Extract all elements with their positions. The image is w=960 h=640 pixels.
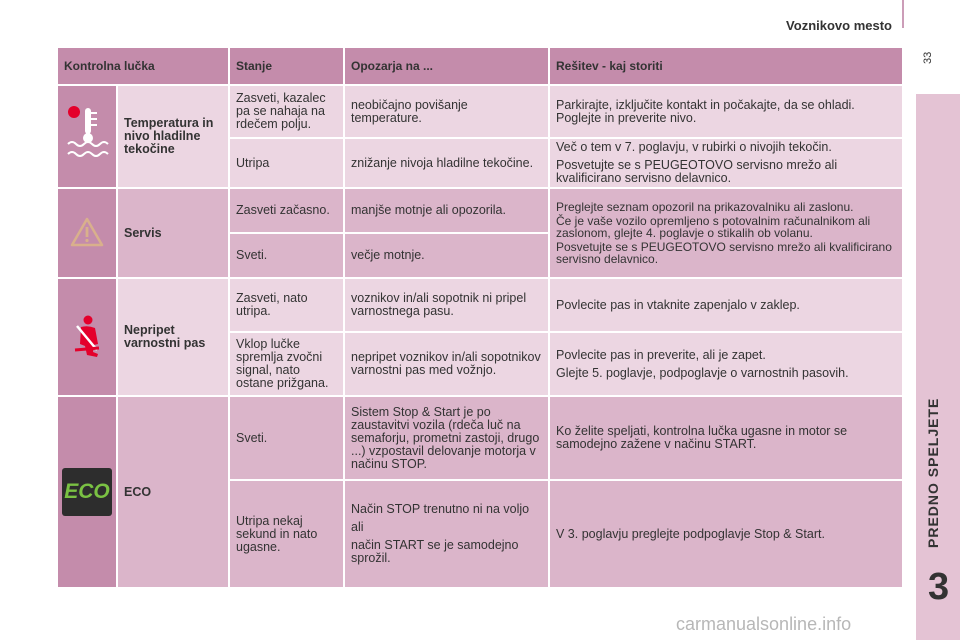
header-title: Voznikovo mesto <box>786 18 892 33</box>
state-cell: Zasveti začasno. <box>229 188 344 233</box>
action-text: Preglejte seznam opozoril na prikazovalniku ali zaslonu. <box>556 200 854 214</box>
lamp-name: Servis <box>117 188 229 278</box>
lamp-name: ECO <box>117 396 229 588</box>
cause-cell: znižanje nivoja hladilne tekočine. <box>344 138 549 188</box>
table-row <box>57 188 903 233</box>
cause-cell: Sistem Stop & Start je po zaustavitvi vozila (rdeča luč na semaforju, prometni zastoji, drugo ...) vzpostavil delovanje motorja v načinu STOP. <box>344 396 549 480</box>
chapter-side-tab <box>916 94 960 640</box>
column-header: Kontrolna lučka <box>57 47 229 85</box>
state-cell: Zasveti, kazalec pa se nahaja na rdečem polju. <box>229 85 344 138</box>
icon-cell <box>57 396 117 588</box>
table-row <box>57 278 903 332</box>
chapter-number: 3 <box>928 566 950 608</box>
table-row <box>57 85 903 138</box>
state-cell: Sveti. <box>229 396 344 480</box>
warning-lights-table <box>56 46 904 589</box>
icon-cell <box>57 188 117 278</box>
action-text: Glejte 5. poglavje, podpoglavje o varnostnih pasovih. <box>556 365 849 380</box>
page-number: 33 <box>922 51 934 64</box>
cause-cell: večje motnje. <box>344 233 549 278</box>
state-cell: Utripa nekaj sekund in nato ugasne. <box>229 480 344 588</box>
table-header-row <box>57 47 903 85</box>
column-header: Opozarja na ... <box>344 47 549 85</box>
coolant-temperature-icon <box>64 98 110 175</box>
header-divider <box>902 0 904 28</box>
action-text: Več o tem v 7. poglavju, v rubirki o nivojih tekočin. <box>556 140 832 154</box>
section-label <box>925 528 941 548</box>
cause-cell: nepripet voznikov in/ali sopotnikov varnostni pas med vožnjo. <box>344 332 549 396</box>
action-text: Če je vaše vozilo opremljeno s potovalnim računalnikom ali zaslonom, glejte 4. poglavje o stikalih ob volanu. <box>556 214 871 240</box>
cause-cell: neobičajno povišanje temperature. <box>344 85 549 138</box>
lamp-name: Nepripet varnostni pas <box>117 278 229 396</box>
eco-icon-text: ECO <box>64 480 110 503</box>
cause-cell: manjše motnje ali opozorila. <box>344 188 549 233</box>
cause-text: način START se je samodejno sprožil. <box>351 538 519 565</box>
icon-cell <box>57 278 117 396</box>
cause-cell: voznikov in/ali sopotnik ni pripel varnostnega pasu. <box>344 278 549 332</box>
eco-icon <box>62 468 112 516</box>
icon-cell <box>57 85 117 188</box>
column-header: Rešitev - kaj storiti <box>549 47 903 85</box>
warning-triangle-icon <box>70 216 104 251</box>
cause-text: ali <box>351 520 364 534</box>
action-text: Posvetujte se s PEUGEOTOVO servisno mrežo ali kvalificirano servisno delavnico. <box>556 240 892 266</box>
seatbelt-icon <box>68 314 106 361</box>
action-cell: V 3. poglavju preglejte podpoglavje Stop & Start. <box>549 480 903 588</box>
action-cell: Ko želite speljati, kontrolna lučka ugasne in motor se samodejno zažene v načinu START. <box>549 396 903 480</box>
action-cell: Parkirajte, izključite kontakt in počakajte, da se ohladi. Poglejte in preverite nivo. <box>549 85 903 138</box>
action-text: Povlecite pas in preverite, ali je zapet. <box>556 347 766 362</box>
action-cell <box>549 138 903 188</box>
action-cell: Povlecite pas in vtaknite zapenjalo v zaklep. <box>549 278 903 332</box>
state-cell: Zasveti, nato utripa. <box>229 278 344 332</box>
state-cell: Utripa <box>229 138 344 188</box>
lamp-name: Temperatura in nivo hladilne tekočine <box>117 85 229 188</box>
column-header: Stanje <box>229 47 344 85</box>
action-text: Posvetujte se s PEUGEOTOVO servisno mrežo ali kvalificirano servisno delavnico. <box>556 158 838 185</box>
cause-text: Način STOP trenutno ni na voljo <box>351 502 530 516</box>
state-cell: Sveti. <box>229 233 344 278</box>
state-cell: Vklop lučke spremlja zvočni signal, nato ostane prižgana. <box>229 332 344 396</box>
cause-cell <box>344 480 549 588</box>
table-row <box>57 396 903 480</box>
action-cell <box>549 332 903 396</box>
watermark: carmanualsonline.info <box>676 614 852 634</box>
action-cell <box>549 188 903 278</box>
